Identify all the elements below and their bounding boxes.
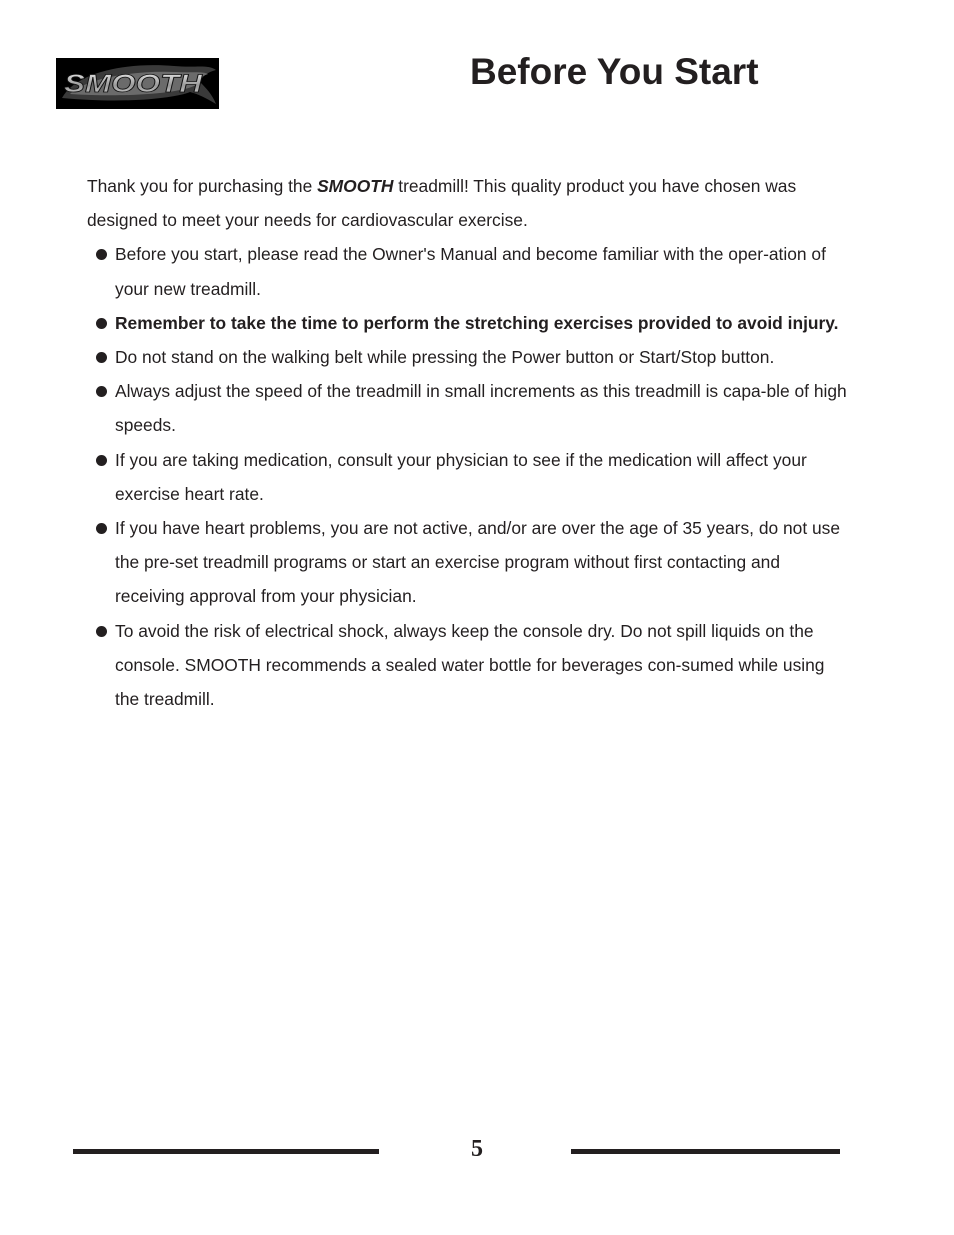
page-number: 5	[471, 1136, 483, 1162]
bullet-item	[87, 443, 847, 511]
bullet-dot-icon	[96, 386, 107, 397]
smooth-logo	[56, 58, 219, 109]
bullet-text: To avoid the risk of electrical shock, always keep the console dry. Do not spill liquids on the console. SMOOTH recommends a sealed water bottle for beverages con-sumed while using the treadmill.	[115, 620, 825, 710]
bullet-item	[87, 374, 847, 442]
bullet-text: Do not stand on the walking belt while pressing the Power button or Start/Stop button.	[115, 347, 775, 368]
bullet-item	[87, 340, 847, 374]
bullet-item	[87, 511, 847, 614]
logo-wordmark: SMOOTH	[64, 70, 204, 98]
bullet-text: If you have heart problems, you are not active, and/or are over the age of 35 years, do not use the pre-set treadmill programs or start an exercise program without first contacting and receiving approval from your physician.	[115, 518, 841, 607]
bullet-dot-icon	[96, 249, 107, 260]
bullet-text: Always adjust the speed of the treadmill in small increments as this treadmill is capa-ble of high speeds.	[115, 381, 847, 436]
bullet-dot-icon	[96, 523, 107, 534]
safety-bullet-list	[87, 237, 847, 716]
bullet-item	[87, 237, 847, 305]
bullet-dot-icon	[96, 352, 107, 363]
bullet-dot-icon	[96, 626, 107, 637]
intro-paragraph	[87, 169, 847, 237]
intro-text-before: Thank you for purchasing the	[87, 176, 318, 196]
bullet-text: Remember to take the time to perform the stretching exercises provided to avoid injury.	[115, 312, 839, 333]
bullet-text: Before you start, please read the Owner's Manual and become familiar with the oper-ation of your new treadmill.	[115, 244, 826, 299]
bullet-dot-icon	[96, 455, 107, 466]
bullet-dot-icon	[96, 318, 107, 329]
bullet-item	[87, 614, 847, 717]
intro-text-after: treadmill! This quality product you have chosen was designed to meet your needs for cardiovascular exercise.	[87, 176, 797, 231]
cheetah-logo-icon	[56, 58, 219, 109]
page-title: Before You Start	[470, 51, 759, 92]
bullet-text: If you are taking medication, consult your physician to see if the medication will affect your exercise heart rate.	[115, 449, 807, 504]
bullet-item	[87, 306, 847, 340]
page-content	[87, 169, 847, 716]
footer-rule-right	[571, 1149, 840, 1154]
intro-brand-name: SMOOTH	[317, 176, 394, 196]
